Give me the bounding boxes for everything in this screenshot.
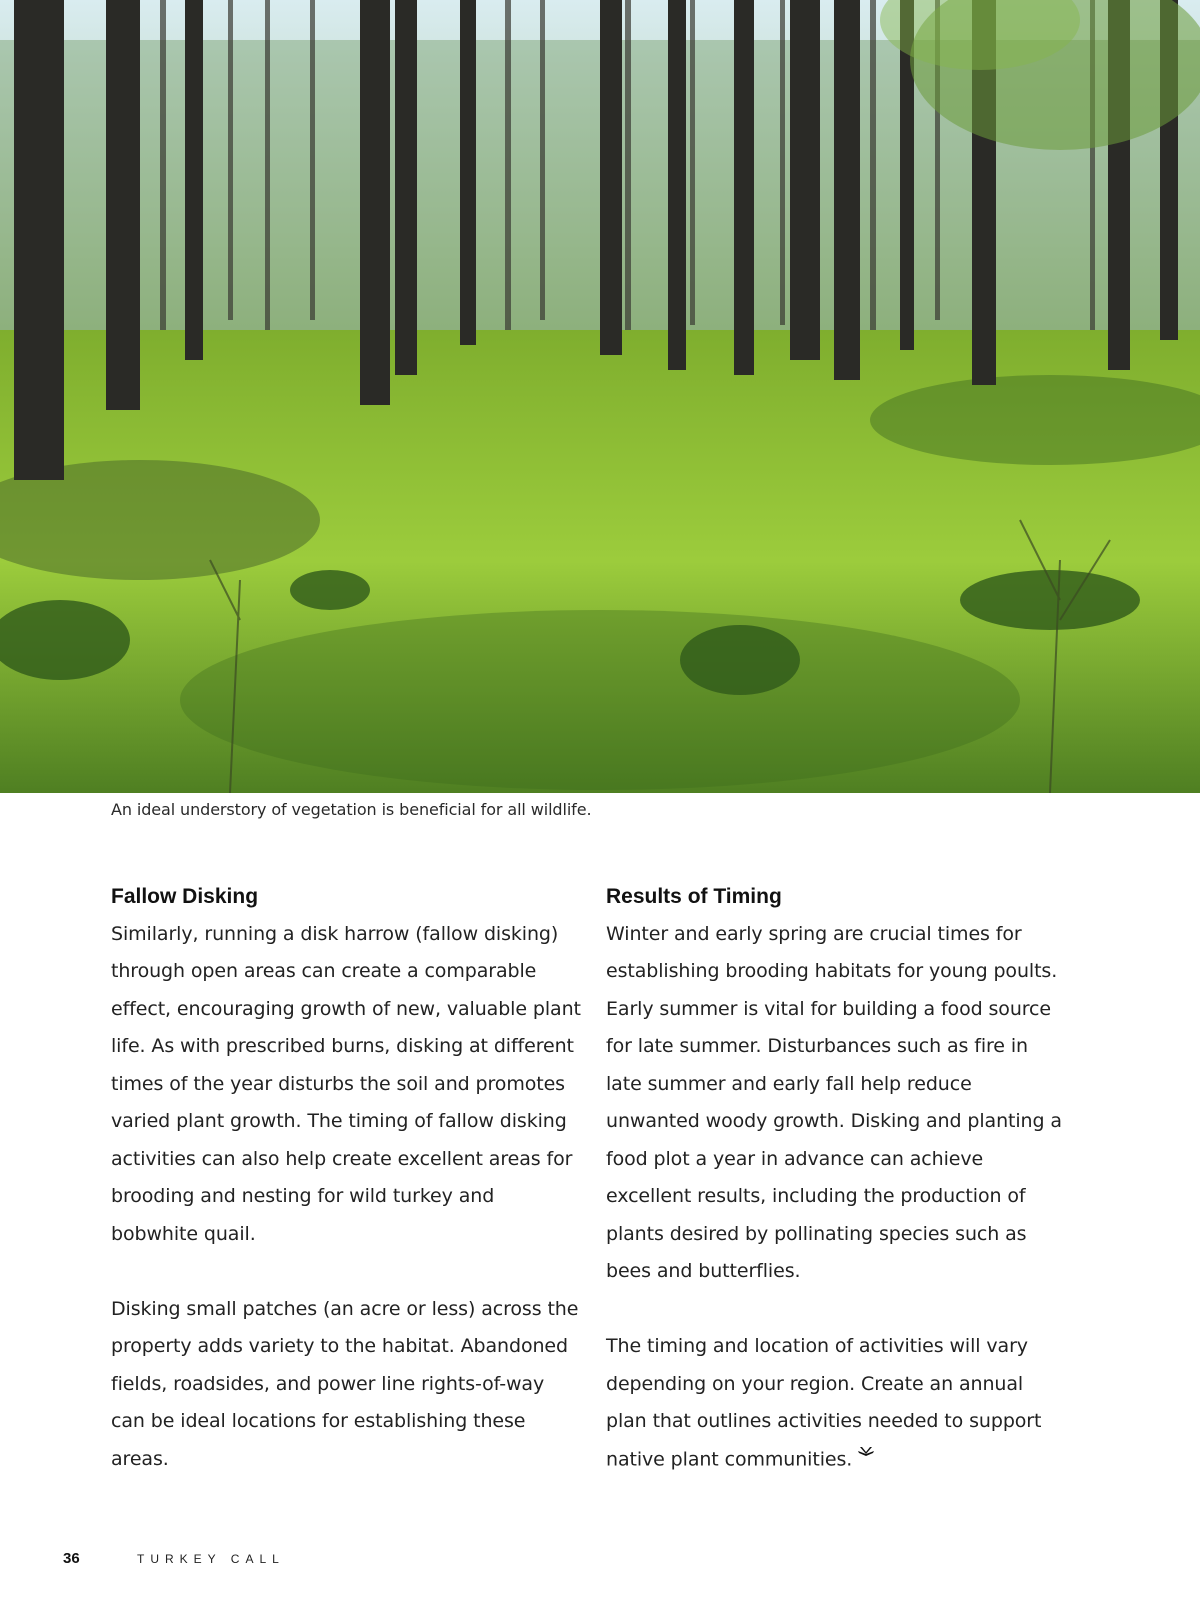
paragraph: Disking small patches (an acre or less) across the property adds variety to the habitat. Abandoned fields, roadsides, and power line rights-of-way can be ideal locations for establishing these areas. xyxy=(111,1297,579,1470)
paragraph-last xyxy=(606,1328,1066,1478)
forest-illustration xyxy=(0,0,1200,793)
paragraph-text: The timing and location of activities will vary depending on your region. Create an annual plan that outlines activities needed to support native plant communities. xyxy=(606,1335,1042,1470)
forest-photo xyxy=(0,0,1200,793)
paragraph: Similarly, running a disk harrow (fallow disking) through open areas can create a comparable effect, encouraging growth of new, valuable plant life. As with prescribed burns, disking at different times of the year disturbs the soil and promotes varied plant growth. The timing of fallow disking activities can also help create excellent areas for brooding and nesting for wild turkey and bobwhite quail. xyxy=(111,922,581,1245)
magazine-name: TURKEY CALL xyxy=(137,1552,285,1566)
section-heading-fallow-disking: Fallow Disking xyxy=(111,885,259,908)
section-heading-results-of-timing: Results of Timing xyxy=(606,885,782,908)
right-column xyxy=(606,878,1066,1478)
photo-caption: An ideal understory of vegetation is beneficial for all wildlife. xyxy=(111,800,592,819)
paragraph: Winter and early spring are crucial times for establishing brooding habitats for young poults. Early summer is vital for building a food source for late summer. Disturbances such as fire in late summer and early fall help reduce unwanted woody growth. Disking and planting a food plot a year in advance can achieve excellent results, including the production of plants desired by pollinating species such as bees and butterflies. xyxy=(606,922,1062,1282)
turkey-track-end-icon xyxy=(856,1441,876,1479)
left-column xyxy=(111,878,581,1478)
page-number: 36 xyxy=(63,1550,80,1567)
